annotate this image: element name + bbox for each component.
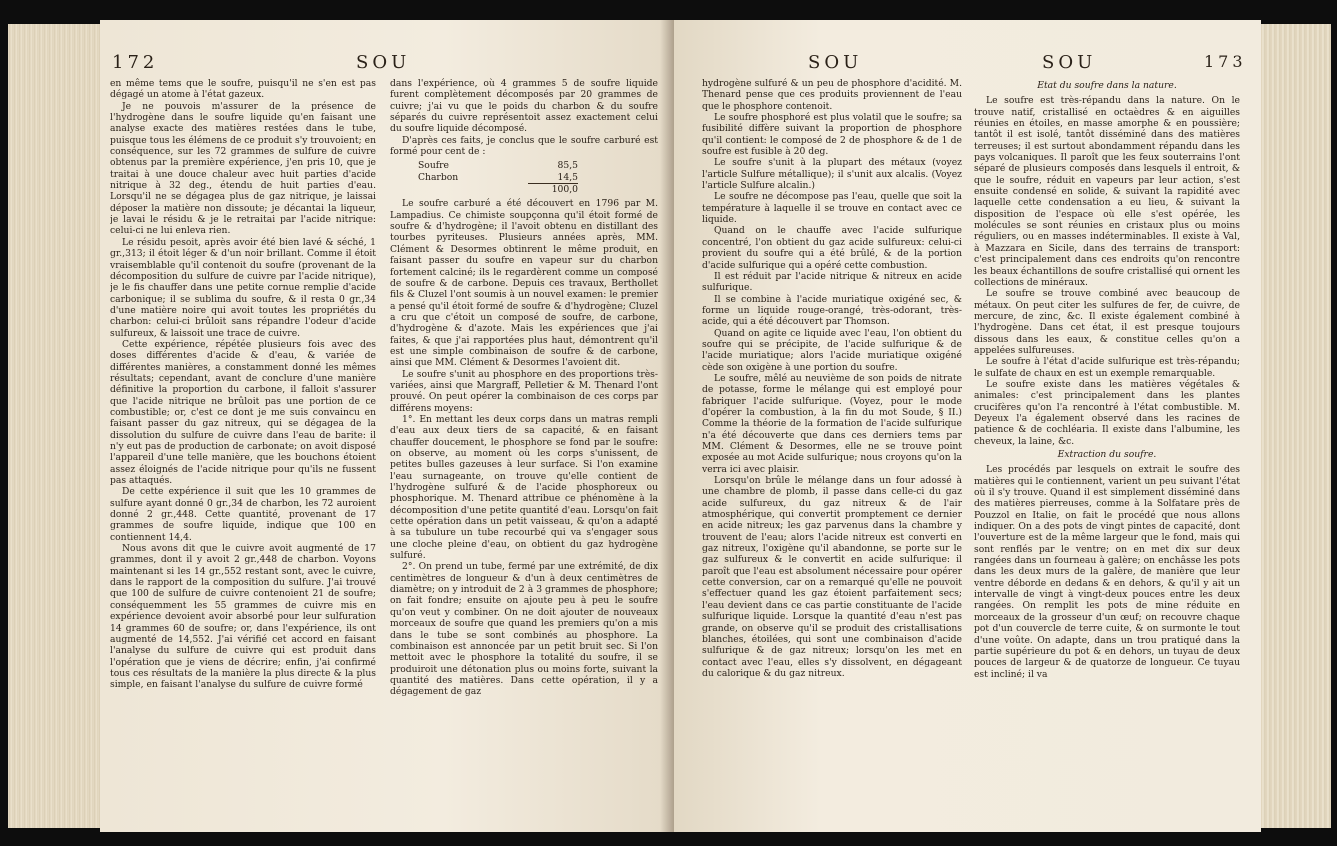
paragraph: Le soufre se trouve combiné avec beaucoup de métaux. On peut citer les sulfures de fer, de cuivre, de mercure, de zinc, &c. Il existe également combiné à l'hydrogène. Dans cet état, il est presque toujours dissous dans les eaux, & constitue celles qu'on a appelées sulfureuses. — [974, 288, 1240, 356]
paragraph: Quand on agite ce liquide avec l'eau, l'on obtient du soufre qui se précipite, de l'acide sulfurique & de l'acide muriatique; alors l'acide muriatique oxigéné cède son oxigène à une portion du soufre. — [702, 327, 962, 373]
right-column-2 — [974, 78, 1240, 820]
paragraph: Le soufre s'unit au phosphore en des proportions très-variées, ainsi que Margraff, Pelletier & M. Thenard l'ont prouvé. On peut opérer la combinaison de ces corps par différens moyens: — [390, 368, 658, 414]
paragraph: 1°. En mettant les deux corps dans un matras rempli d'eau aux deux tiers de sa capacité, & en faisant chauffer doucement, le phosphore se fond par le soufre: on observe, au moment où les corps s'unissent, de petites bulles gazeuses à leur surface. Si l'on examine l'eau surnageante, on trouve qu'elle contient de l'hydrogène sulfuré & de l'acide phosphoreux ou phosphorique. M. Thenard attribue ce phénomène à la décomposition d'une petite quantité d'eau. Lorsqu'on fait cette opération dans un petit vaisseau, & qu'on a adapté à sa tubulure un tube recourbé qui va s'engager sous une cloche pleine d'eau, on obtient du gaz hydrogène sulfuré. — [390, 413, 658, 562]
paragraph: 2°. On prend un tube, fermé par une extrémité, de dix centimètres de longueur & d'un à deux centimètres de diamètre; on y introduit de 2 à 3 grammes de phosphore; on fait fondre; ensuite on ajoute peu à peu le soufre qu'on veut y combiner. On ne doit ajouter de nouveaux morceaux de soufre que quand les premiers qu'on a mis dans le tube se sont combinés au phosphore. La combinaison est annoncée par un petit bruit sec. Si l'on mettoit avec le phosphore la totalité du soufre, il se produiroit une détonation plus ou moins forte, suivant la quantité des matières. Dans cette opération, il y a dégagement de gaz — [390, 561, 658, 698]
right-page-number: 173 — [1204, 52, 1247, 71]
paragraph: Lorsqu'on brûle le mélange dans un four adossé à une chambre de plomb, il passe dans celle-ci du gaz acide sulfureux, du gaz nitreux & de l'air atmosphérique, qui convertit promptement ce dernier en acide nitreux; les gaz parvenus dans la chambre y trouvent de l'eau; alors l'acide nitreux est converti en gaz nitreux, l'oxigène qu'il abandonne, se porte sur le gaz sulfureux & le convertit en acide sulfurique: il paroît que l'eau est absolument nécessaire pour opérer cette conversion, car on a remarqué qu'elle ne pouvoit s'effectuer quand les gaz étoient parfaitement secs; l'eau devient dans ce cas partie constituante de l'acide sulfurique liquide. Lorsque la quantité d'eau n'est pas grande, on observe qu'il se produit des cristallisations blanches, étoilées, qui sont une combinaison d'acide sulfurique & de gaz nitreux; lorsqu'on les met en contact avec l'eau, elles s'y dissolvent, en dégageant du calorique & du gaz nitreux. — [702, 475, 962, 679]
paragraph: D'après ces faits, je conclus que le soufre carburé est formé pour cent de : — [390, 134, 658, 158]
soufre-label: Soufre — [418, 160, 449, 172]
left-column-1 — [110, 78, 376, 820]
paragraph: Cette expérience, répétée plusieurs fois avec des doses différentes d'acide & d'eau, & variée de différentes manières, a constamment donné les mêmes résultats; cependant, avant de conclure d'une manière définitive la proportion du carbone, il falloit s'assurer que l'acide nitrique ne brûloit pas une portion de ce combustible; or, c'est ce dont je me suis convaincu en faisant passer du gaz nitreux, qui se dégagea de la dissolution du sulfure de cuivre dans l'eau de barite: il n'y eut pas de production de carbonate; on avoit disposé l'appareil d'une telle manière, que les bouchons étoient assez éloignés de l'acide nitrique pour qu'ils ne fussent pas attaqués. — [110, 338, 376, 487]
left-page-number: 172 — [112, 52, 159, 73]
paragraph: Le soufre, mêlé au neuvième de son poids de nitrate de potasse, forme le mélange qui est employé pour fabriquer l'acide sulfurique. (Voyez, pour le mode d'opérer la combustion, à la fin du mot Soude, § II.) Comme la théorie de la formation de l'acide sulfurique n'a été découverte que dans ces derniers tems par MM. Clément & Desormes, elle ne se trouve point exposée au mot Acide sulfurique; nous croyons qu'on la verra ici avec plaisir. — [702, 372, 962, 475]
paragraph: Nous avons dit que le cuivre avoit augmenté de 17 grammes, dont il y avoit 2 gr.,448 de charbon. Voyons maintenant si les 14 gr.,552 restant sont, avec le cuivre, dans le rapport de la composition du sulfure. J'ai trouvé que 100 de sulfure de cuivre contenoient 21 de soufre; conséquemment les 55 grammes de cuivre mis en expérience devoient avoir absorbé pour leur sulfuration 14 grammes 60 de soufre; or, dans l'expérience, ils ont augmenté de 14,552. J'ai vérifié cet accord en faisant l'analyse du sulfure de cuivre qui est produit dans l'opération que je viens de décrire; enfin, j'ai confirmé tous ces résultats de la manière la plus directe & la plus simple, en faisant l'analyse du sulfure de cuivre formé — [110, 543, 376, 691]
paragraph: Le soufre à l'état d'acide sulfurique est très-répandu; le sulfate de chaux en est un exemple remarquable. — [974, 356, 1240, 379]
paragraph: Le soufre ne décompose pas l'eau, quelle que soit la température à laquelle il se trouve en contact avec ce liquide. — [702, 191, 962, 226]
paragraph: Le soufre phosphoré est plus volatil que le soufre; sa fusibilité diffère suivant la proportion de phosphore qu'il contient: le composé de 2 de phosphore & de 1 de soufre est fusible à 20 deg. — [702, 112, 962, 158]
paragraph: Le soufre est très-répandu dans la nature. On le trouve natif, cristallisé en octaèdres & en aiguilles réunies en étoiles, en masse amorphe & en poussière; tantôt il est isolé, tantôt disséminé dans des matières terreuses; il est surtout abondamment répandu dans les pays volcaniques. Il paroît que les feux souterrains l'ont séparé de plusieurs composés dans lesquels il entroit, & que le soufre, réduit en vapeurs par leur action, s'est ensuite condensé en solide, & suivant la rapidité avec laquelle cette condensation a eu lieu, & suivant la disposition de l'espace où elle s'est opérée, les molécules se sont réunies en cristaux plus ou moins réguliers, ou en masses indéterminables. Il existe à Val, à Mazzara en Sicile, dans des terrains de transport: c'est principalement dans ces endroits qu'on rencontre les beaux échantillons de soufre cristallisé qui ornent les collections de minéraux. — [974, 95, 1240, 288]
section-title-extraction: Extraction du soufre. — [1057, 449, 1157, 460]
paragraph: Quand on le chauffe avec l'acide sulfurique concentré, l'on obtient du gaz acide sulfureux: celui-ci provient du soufre qui a été brûlé, & de la portion d'acide sulfurique qui a opéré cette combustion. — [702, 225, 962, 271]
paragraph: Le soufre existe dans les matières végétales & animales: c'est principalement dans les plantes crucifères qu'on l'a rencontré à l'état combustible. M. Deyeux l'a également observé dans les racines de patience & de cochléaria. Il existe dans l'albumine, les cheveux, la laine, &c. — [974, 378, 1240, 447]
left-page-edges — [8, 24, 100, 828]
composition-table — [418, 160, 578, 195]
soufre-value: 85,5 — [557, 160, 578, 172]
right-page — [674, 20, 1261, 832]
paragraph: De cette expérience il suit que les 10 grammes de sulfure ayant donné 0 gr.,34 de charbon, les 72 auroient donné 2 gr.,448. Cette quantité, provenant de 17 grammes de soufre liquide, indique que 100 en contiennent 14,4. — [110, 486, 376, 543]
table-row — [418, 160, 578, 171]
charbon-label: Charbon — [418, 171, 459, 183]
paragraph: Le soufre carburé a été découvert en 1796 par M. Lampadius. Ce chimiste soupçonna qu'il étoit formé de soufre & d'hydrogène; il l'avoit obtenu en distillant des tourbes pyriteuses. Plusieurs années après, MM. Clément & Desormes obtinrent le même produit, en faisant passer du soufre en vapeur sur du charbon fortement calciné; ils le regardèrent comme un composé de soufre & de carbone. Depuis ces travaux, Berthollet fils & Cluzel l'ont soumis à un nouvel examen: le premier a pensé qu'il étoit formé de soufre & d'hydrogène; Cluzel a cru que c'étoit un composé de soufre, de carbone, d'hydrogène & d'azote. Mais les expériences que j'ai faites, & que j'ai rapportées plus haut, démontrent qu'il est une simple combinaison de soufre & de carbone, ainsi que MM. Clément & Desormes l'avoient dit. — [390, 198, 658, 369]
paragraph: Il est réduit par l'acide nitrique & nitreux en acide sulfurique. — [702, 270, 962, 294]
table-row — [418, 172, 578, 183]
left-column-2 — [390, 78, 658, 820]
left-running-head: SOU — [356, 52, 411, 73]
right-page-edges — [1261, 24, 1331, 828]
paragraph: hydrogène sulfuré & un peu de phosphore d'acidité. M. Thenard pense que ces produits proviennent de l'eau que le phosphore contenoit. — [702, 78, 962, 112]
section-title-etat: Etat du soufre dans la nature. — [1037, 80, 1177, 91]
paragraph: Je ne pouvois m'assurer de la présence de l'hydrogène dans le soufre liquide qu'en faisant une analyse exacte des matières restées dans le tube, puisque tous les élémens de ce produit s'y trouvoient; en conséquence, sur les 72 grammes de sulfure de cuivre obtenus par la première expérience, j'en pris 10, que je traitai à une douce chaleur avec huit parties d'acide nitrique à 32 deg., étendu de huit parties d'eau. Lorsqu'il ne se dégagea plus de gaz nitrique, je laissai déposer la matière non dissoute; je décantai la liqueur, je lavai le résidu & je le retraitai par l'acide nitrique: celui-ci ne lui enleva rien. — [110, 100, 376, 237]
composition-total: 100,0 — [528, 183, 578, 195]
left-page — [100, 20, 674, 832]
paragraph: dans l'expérience, où 4 grammes 5 de soufre liquide furent complètement décomposés par 20 grammes de cuivre; j'ai vu que le poids du charbon & du soufre séparés du cuivre représentoit assez exactement celui du soufre liquide décomposé. — [390, 78, 658, 135]
paragraph: Il se combine à l'acide muriatique oxigéné sec, & forme un liquide rouge-orangé, très-odorant, très-acide, qui a été découvert par Thomson. — [702, 293, 962, 328]
paragraph: en même tems que le soufre, puisqu'il ne s'en est pas dégagé un atome à l'état gazeux. — [110, 78, 376, 101]
charbon-value: 14,5 — [557, 171, 578, 183]
right-column-1 — [702, 78, 962, 820]
paragraph: Les procédés par lesquels on extrait le soufre des matières qui le contiennent, varient un peu suivant l'état où il s'y trouve. Quand il est simplement disséminé dans des matières pierreuses, comme à la Solfatare près de Pouzzol en Italie, on fait le procédé que nous allons indiquer. On a des pots de vingt pintes de capacité, dont l'ouverture est de la même largeur que le fond, mais qui sont renflés par le ventre; on en met dix sur deux rangées dans un fourneau à galère; on enchâsse les pots dans les deux murs de la galère, de manière que leur ventre déborde en dedans & en dehors, & qu'il y ait un intervalle de vingt à vingt-deux pouces entre les deux rangées. On remplit les pots de mine réduite en morceaux de la grosseur d'un œuf; on recouvre chaque pot d'un couvercle de terre cuite, & on surmonte le tout d'une voûte. On adapte, dans un trou pratiqué dans la partie supérieure du pot & en dehors, un tuyau de deux pouces de largeur & de quatorze de longueur. Ce tuyau est incliné; il va — [974, 464, 1240, 680]
right-running-head-left: SOU — [808, 52, 863, 73]
right-running-head: SOU — [1042, 52, 1097, 73]
book-spread — [8, 16, 1331, 838]
paragraph: Le soufre s'unit à la plupart des métaux (voyez l'article Sulfure métallique); il s'unit aux alcalis. (Voyez l'article Sulfure alcalin.) — [702, 157, 962, 192]
paragraph: Le résidu pesoit, après avoir été bien lavé & séché, 1 gr.,313; il étoit léger & d'un noir brillant. Comme il étoit vraisemblable qu'il contenoit du soufre (provenant de la décomposition du sulfure de cuivre par l'acide nitrique), je le fis chauffer dans une petite cornue remplie d'acide carbonique; il se sublima du soufre, & il resta 0 gr.,34 d'une matière noire qui avoit toutes les propriétés du charbon: celui-ci brûloit sans répandre l'odeur d'acide sulfureux, & laissoit une trace de cuivre. — [110, 236, 376, 339]
